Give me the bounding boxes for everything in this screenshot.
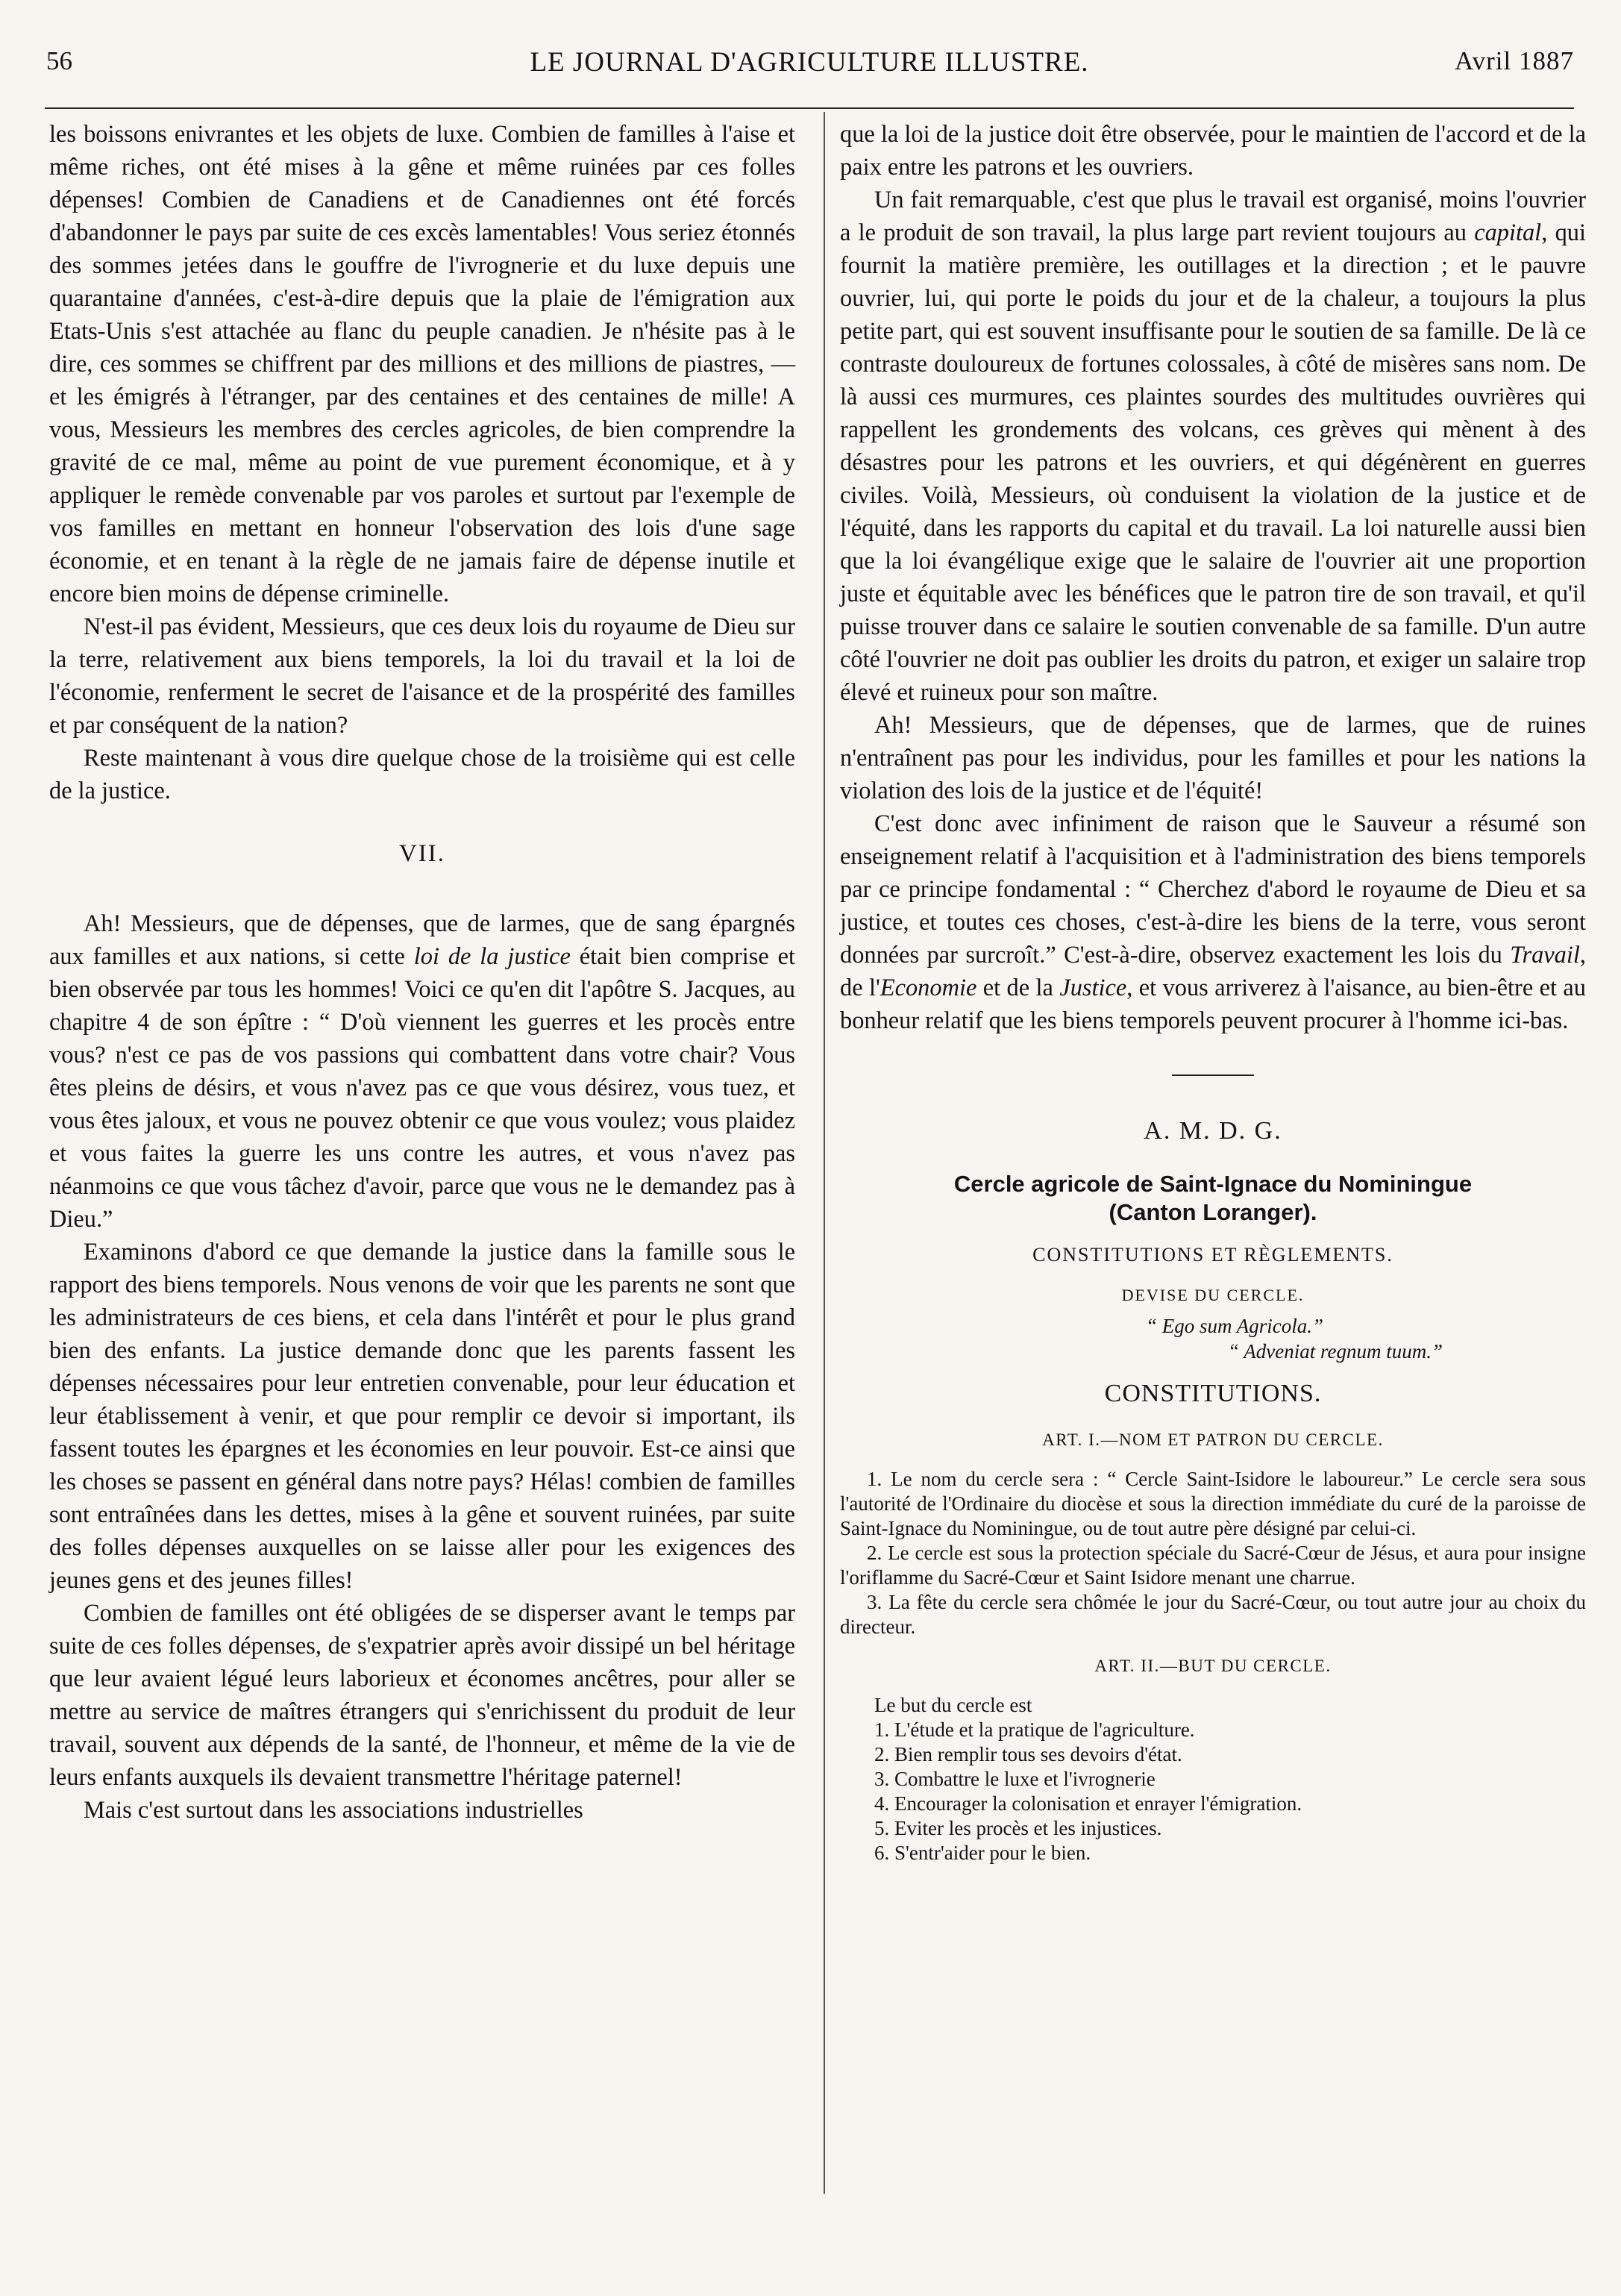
text-run: C'est donc avec infiniment de raison que le Sauveur a résumé son enseignement relatif à l'acquisition et à l'administration des biens temporels par ce principe fondamental : “ Cherchez d'abord le royaume de Dieu et sa justice, et toutes ces choses, c'est-à-dire les biens de la terre, vous seront données par surcroît.” C'est-à-dire, observez exactement les lois du [840, 810, 1586, 969]
section-number: VII. [398, 840, 446, 867]
cercle-subtitle-line: (Canton Loranger). [1109, 1199, 1317, 1225]
list-item: 5. Eviter les procès et les injustices. [874, 1817, 1162, 1839]
text-run: , qui fournit la matière première, les outillages et la direction ; et le pauvre ouvrier, lui, qui porte le poids du jour et de la chaleur, a toujours la plus petite part, qui est souvent insuffisante pour le soutien de sa famille. De là ce contraste douloureux de fortunes colossales, à côté de misères sans nom. De là aussi ces murmures, ces plaintes sourdes des multitudes ouvrières qui rappellent les grondements des volcans, ces grèves qui mènent à des désastres pour les patrons et les ouvriers, et qui dégénèrent en guerres civiles. Voilà, Messieurs, où conduisent la violation de la justice et de l'équité, dans les rapports du capital et du travail. La loi naturelle aussi bien que la loi évangélique exige que le salaire de l'ouvrier ait une proportion juste et équitable avec les bénéfices que le patron tire de son travail, et qu'il puisse trouver dans ce salaire le soutien convenable de sa famille. D'un autre côté l'ouvrier ne doit pas oublier les droits du patron, et exiger un salaire trop élevé et ruineux pour son maître. [840, 219, 1586, 706]
paragraph [49, 907, 795, 1236]
list-item: 2. Bien remplir tous ses devoirs d'état. [874, 1743, 1182, 1765]
italic-text: Justice [1059, 975, 1127, 1001]
italic-text: Economie [880, 975, 977, 1001]
amdg-heading: A. M. D. G. [1144, 1117, 1282, 1145]
paragraph: Reste maintenant à vous dire quelque chose de la troisième qui est celle de la justice. [49, 745, 795, 804]
list-item: 3. Combattre le luxe et l'ivrognerie [874, 1768, 1156, 1790]
list-item: 4. Encourager la colonisation et enrayer l'émigration. [874, 1792, 1302, 1815]
journal-title: LE JOURNAL D'AGRICULTURE ILLUSTRE. [530, 47, 1089, 78]
italic-text: loi de la justice [413, 943, 571, 970]
column-divider [824, 112, 825, 2194]
text-run: , et vous arriverez à l'aisance, au bien-être et au bonheur relatif que les biens temporels peuvent procurer à l'homme ici-bas. [840, 975, 1586, 1034]
article-heading: ART. II.—BUT DU CERCLE. [1094, 1657, 1332, 1675]
article-heading: ART. I.—NOM ET PATRON DU CERCLE. [1042, 1430, 1384, 1449]
paragraph: N'est-il pas évident, Messieurs, que ces deux lois du royaume de Dieu sur la terre, relativement aux biens temporels, la loi du travail et la loi de l'économie, renferment le secret de l'aisance et de la prospérité des familles et par conséquent de la nation? [49, 613, 795, 739]
article-paragraph: 2. Le cercle est sous la protection spéciale du Sacré-Cœur de Jésus, et aura pour insigne l'oriflamme du Sacré-Cœur et Saint Isidore menant une charrue. [840, 1542, 1586, 1589]
text-run: Un fait remarquable, c'est que plus le travail est organisé, moins l'ouvrier a le produit de son travail, la plus large part revient toujours au [840, 187, 1586, 246]
text-run: Ah! Messieurs, que de dépenses, que de larmes, que de sang épargnés aux familles et aux nations, si cette [49, 910, 795, 970]
list-item: 1. L'étude et la pratique de l'agriculture. [874, 1718, 1195, 1741]
issue-date: Avril 1887 [1454, 46, 1574, 75]
paragraph: Examinons d'abord ce que demande la justice dans la famille sous le rapport des biens temporels. Nous venons de voir que les parents ne sont que les administrateurs de ces biens, et cela dans l'intérêt et pour le plus grand bien des enfants. La justice demande donc que les parents fassent les dépenses nécessaires pour leur entretien convenable, pour leur éducation et leur établissement à venir, et que pour remplir ce devoir si important, ils fassent toutes les épargnes et les économies en leur pouvoir. Est-ce ainsi que les choses se passent en général dans notre pays? Hélas! combien de familles sont entraînées dans les dettes, mises à la gêne et souvent ruinées, par suite des folles dépenses auxquelles on se laisse aller pour les exigences des jeunes gens et des jeunes filles! [49, 1239, 795, 1594]
cercle-title [840, 1170, 1586, 1227]
text-run: et de la [976, 975, 1060, 1001]
text-run: était bien comprise et bien observée par tous les hommes! Voici ce qu'en dit l'apôtre S. Jacques, au chapitre 4 de son épître : “ D'où viennent les guerres et les procès entre vous? n'est ce pas de vos passions qui combattent dans votre chair? Vous êtes pleins de désirs, et vous n'avez pas ce que vous désirez, vous tuez, et vous êtes jaloux, et vous ne pouvez obtenir ce que vous voulez; vous plaidez et vous faites la guerre les uns contre les autres, et vous n'avez pas néanmoins ce que vous tâchez d'avoir, parce que vous ne le demandez pas à Dieu.” [49, 943, 796, 1233]
left-column [49, 118, 795, 1827]
article-list [840, 1693, 1586, 1865]
article-paragraph: 3. La fête du cercle sera chômée le jour du Sacré-Cœur, ou tout autre jour au choix du directeur. [840, 1591, 1586, 1638]
right-column [840, 118, 1586, 1865]
paragraph [840, 807, 1586, 1037]
header-rule [45, 107, 1574, 109]
paragraph: que la loi de la justice doit être observée, pour le maintien de l'accord et de la paix entre les patrons et les ouvriers. [840, 121, 1586, 181]
paragraph: Ah! Messieurs, que de dépenses, que de larmes, que de ruines n'entraînent pas pour les individus, pour les familles et pour les nations la violation des lois de la justice et de l'équité! [840, 712, 1586, 804]
cercle-title-line: Cercle agricole de Saint-Ignace du Nominingue [953, 1171, 1473, 1197]
devise-heading: DEVISE DU CERCLE. [1121, 1286, 1305, 1304]
paragraph: Mais c'est surtout dans les associations industrielles [84, 1797, 583, 1824]
article-paragraph: 1. Le nom du cercle sera : “ Cercle Saint-Isidore le laboureur.” Le cercle sera sous l'autorité de l'Ordinaire du diocèse et sous la direction immédiate du curé de la paroisse de Saint-Ignace du Nominingue, ou de tout autre père désigné par celui-ci. [840, 1468, 1586, 1539]
italic-text: capital [1474, 219, 1542, 246]
constitutions-heading: CONSTITUTIONS. [1104, 1380, 1322, 1407]
text-run: , de l' [840, 942, 1586, 1001]
list-item: 6. S'entr'aider pour le bien. [874, 1842, 1091, 1864]
separator-rule [1172, 1075, 1254, 1076]
italic-text: Travail [1510, 942, 1580, 969]
paragraph: Combien de familles ont été obligées de se disperser avant le temps par suite de ces folles dépenses, de s'expatrier après avoir dissipé un bel héritage que leur avaient légué leurs laborieux et économes ancêtres, pour aller se mettre au service de maîtres étrangers qui s'enrichissent du produit de leur travail, souvent aux dépends de la santé, de l'honneur, et même de la vie de leurs enfants auxquels ils devaient transmettre l'héritage paternel! [49, 1600, 795, 1791]
page-header [45, 46, 1574, 79]
article-body [840, 1467, 1586, 1639]
motto-line: “ Ego sum Agricola.” [1146, 1315, 1324, 1337]
paragraph [840, 184, 1586, 709]
page-number: 56 [46, 46, 72, 75]
constitutions-reglements-heading: CONSTITUTIONS ET RÈGLEMENTS. [1032, 1244, 1393, 1266]
paragraph: les boissons enivrantes et les objets de luxe. Combien de familles à l'aise et même riches, ont été mises à la gêne et même ruinées par ces folles dépenses! Combien de Canadiens et de Canadiennes ont été forcés d'abandonner le pays par suite de ces excès lamentables! Vous seriez étonnés des sommes jetées dans le gouffre de l'ivrognerie et du luxe depuis une quarantaine d'années, c'est-à-dire depuis que la plaie de l'émigration aux Etats-Unis s'est attachée au flanc du peuple canadien. Je n'hésite pas à le dire, ces sommes se chiffrent par des millions et des millions de piastres, — et les émigrés à l'étranger, par des centaines et des centaines de mille! A vous, Messieurs les membres des cercles agricoles, de bien comprendre la gravité de ce mal, même au point de vue purement économique, et à y appliquer le remède convenable par vos paroles et surtout par l'exemple de vos familles en mettant en honneur l'observation des lois d'une sage économie, et en tenant à la règle de ne jamais faire de dépense inutile et encore bien moins de dépense criminelle. [49, 121, 795, 607]
list-intro: Le but du cercle est [874, 1694, 1032, 1716]
motto-line: “ Adveniat regnum tuum.” [1228, 1340, 1443, 1363]
